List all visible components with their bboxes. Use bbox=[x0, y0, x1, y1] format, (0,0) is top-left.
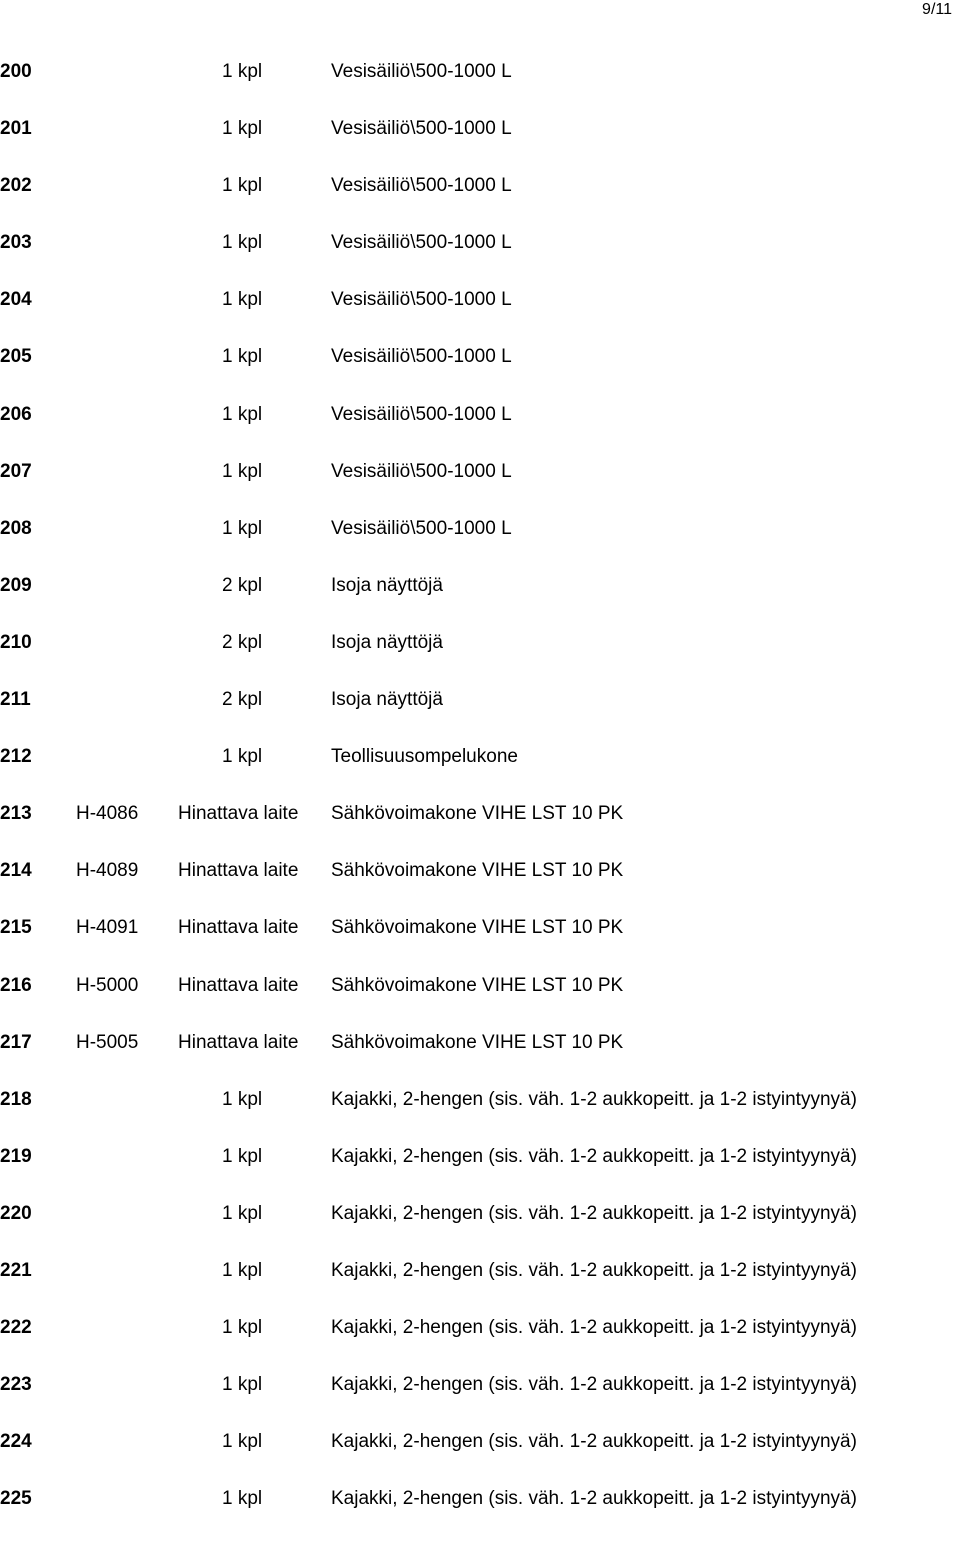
item-quantity: Hinattava laite bbox=[178, 860, 299, 882]
item-description: Vesisäiliö\500-1000 L bbox=[331, 289, 512, 311]
item-number: 200 bbox=[0, 61, 32, 82]
list-item bbox=[0, 745, 960, 802]
item-quantity: Hinattava laite bbox=[178, 974, 299, 996]
item-description: Vesisäiliö\500-1000 L bbox=[331, 346, 512, 368]
item-quantity: 1 kpl bbox=[222, 118, 263, 140]
item-quantity: 2 kpl bbox=[222, 574, 263, 596]
item-code: H-5005 bbox=[76, 1031, 139, 1053]
list-item bbox=[0, 1202, 960, 1259]
list-item bbox=[0, 1487, 960, 1544]
item-number: 217 bbox=[0, 1031, 32, 1053]
item-code: H-4089 bbox=[76, 860, 139, 882]
item-number: 207 bbox=[0, 460, 32, 482]
item-description: Sähkövoimakone VIHE LST 10 PK bbox=[331, 860, 624, 882]
list-item bbox=[0, 403, 960, 460]
item-code: H-4091 bbox=[76, 917, 139, 939]
item-description: Kajakki, 2-hengen (sis. väh. 1-2 aukkopeitt. ja 1-2 istyintyynyä) bbox=[331, 1202, 857, 1224]
list-item bbox=[0, 174, 960, 231]
item-number: 203 bbox=[0, 232, 32, 254]
item-number: 210 bbox=[0, 631, 32, 653]
item-description: Kajakki, 2-hengen (sis. väh. 1-2 aukkopeitt. ja 1-2 istyintyynyä) bbox=[331, 1431, 857, 1453]
item-quantity: 2 kpl bbox=[222, 631, 263, 653]
item-code: H-4086 bbox=[76, 803, 139, 825]
list-item bbox=[0, 574, 960, 631]
item-number: 211 bbox=[0, 689, 31, 711]
item-number: 208 bbox=[0, 517, 32, 539]
item-quantity: Hinattava laite bbox=[178, 803, 299, 825]
list-item bbox=[0, 288, 960, 345]
list-item bbox=[0, 231, 960, 288]
item-number: 204 bbox=[0, 289, 32, 311]
item-quantity: 1 kpl bbox=[222, 1488, 263, 1510]
list-item bbox=[0, 974, 960, 1031]
item-quantity: Hinattava laite bbox=[178, 917, 299, 939]
list-item bbox=[0, 1088, 960, 1145]
list-item bbox=[0, 802, 960, 859]
list-item bbox=[0, 117, 960, 174]
item-quantity: 1 kpl bbox=[222, 1259, 263, 1281]
item-quantity: 1 kpl bbox=[222, 403, 263, 425]
item-quantity: 1 kpl bbox=[222, 1431, 263, 1453]
item-description: Vesisäiliö\500-1000 L bbox=[331, 118, 512, 140]
item-number: 202 bbox=[0, 175, 32, 197]
item-quantity: 1 kpl bbox=[222, 460, 263, 482]
item-quantity: 1 kpl bbox=[222, 232, 263, 254]
item-number: 213 bbox=[0, 803, 32, 825]
list-item bbox=[0, 460, 960, 517]
item-quantity: 1 kpl bbox=[222, 289, 263, 311]
item-number: 205 bbox=[0, 346, 32, 368]
item-quantity: Hinattava laite bbox=[178, 1031, 299, 1053]
list-item bbox=[0, 517, 960, 574]
item-number: 223 bbox=[0, 1374, 32, 1396]
item-description: Vesisäiliö\500-1000 L bbox=[331, 460, 512, 482]
list-item bbox=[0, 1430, 960, 1487]
list-item bbox=[0, 688, 960, 745]
item-quantity: 1 kpl bbox=[222, 175, 263, 197]
item-description: Sähkövoimakone VIHE LST 10 PK bbox=[331, 1031, 624, 1053]
item-number: 222 bbox=[0, 1317, 32, 1339]
item-description: Kajakki, 2-hengen (sis. väh. 1-2 aukkopeitt. ja 1-2 istyintyynyä) bbox=[331, 1259, 857, 1281]
item-number: 221 bbox=[0, 1259, 32, 1281]
item-description: Vesisäiliö\500-1000 L bbox=[331, 517, 512, 539]
item-number: 219 bbox=[0, 1145, 32, 1167]
list-item bbox=[0, 1145, 960, 1202]
item-description: Isoja näyttöjä bbox=[331, 689, 443, 711]
item-description: Vesisäiliö\500-1000 L bbox=[331, 403, 512, 425]
item-quantity: 1 kpl bbox=[222, 346, 263, 368]
list-item bbox=[0, 1373, 960, 1430]
item-number: 224 bbox=[0, 1431, 32, 1453]
item-quantity: 1 kpl bbox=[222, 1145, 263, 1167]
item-description: Vesisäiliö\500-1000 L bbox=[331, 175, 512, 197]
list-item bbox=[0, 1316, 960, 1373]
item-description: Kajakki, 2-hengen (sis. väh. 1-2 aukkopeitt. ja 1-2 istyintyynyä) bbox=[331, 1488, 857, 1510]
item-number: 220 bbox=[0, 1202, 32, 1224]
item-quantity: 1 kpl bbox=[222, 1317, 263, 1339]
item-description: Sähkövoimakone VIHE LST 10 PK bbox=[331, 974, 624, 996]
item-description: Teollisuusompelukone bbox=[331, 746, 518, 768]
item-number: 225 bbox=[0, 1488, 32, 1510]
item-description: Vesisäiliö\500-1000 L bbox=[331, 232, 512, 254]
item-description: Kajakki, 2-hengen (sis. väh. 1-2 aukkopeitt. ja 1-2 istyintyynyä) bbox=[331, 1317, 857, 1339]
item-description: Isoja näyttöjä bbox=[331, 631, 443, 653]
item-description: Sähkövoimakone VIHE LST 10 PK bbox=[331, 917, 624, 939]
item-quantity: 1 kpl bbox=[222, 746, 263, 768]
item-description: Sähkövoimakone VIHE LST 10 PK bbox=[331, 803, 624, 825]
list-item bbox=[0, 1259, 960, 1316]
item-description: Kajakki, 2-hengen (sis. väh. 1-2 aukkopeitt. ja 1-2 istyintyynyä) bbox=[331, 1374, 857, 1396]
item-number: 209 bbox=[0, 574, 32, 596]
list-item bbox=[0, 916, 960, 973]
list-item bbox=[0, 1031, 960, 1088]
item-quantity: 1 kpl bbox=[222, 61, 263, 82]
page-number: 9/11 bbox=[922, 1, 952, 18]
item-number: 212 bbox=[0, 746, 32, 768]
item-description: Isoja näyttöjä bbox=[331, 574, 443, 596]
item-code: H-5000 bbox=[76, 974, 139, 996]
item-number: 216 bbox=[0, 974, 32, 996]
item-quantity: 1 kpl bbox=[222, 1088, 263, 1110]
list-item bbox=[0, 345, 960, 402]
item-quantity: 1 kpl bbox=[222, 517, 263, 539]
list-item bbox=[0, 60, 960, 117]
item-description: Kajakki, 2-hengen (sis. väh. 1-2 aukkopeitt. ja 1-2 istyintyynyä) bbox=[331, 1088, 857, 1110]
list-item bbox=[0, 859, 960, 916]
item-number: 201 bbox=[0, 118, 32, 140]
item-number: 215 bbox=[0, 917, 32, 939]
list-item bbox=[0, 631, 960, 688]
item-number: 206 bbox=[0, 403, 32, 425]
item-description: Kajakki, 2-hengen (sis. väh. 1-2 aukkopeitt. ja 1-2 istyintyynyä) bbox=[331, 1145, 857, 1167]
item-number: 218 bbox=[0, 1088, 32, 1110]
item-quantity: 1 kpl bbox=[222, 1202, 263, 1224]
item-quantity: 2 kpl bbox=[222, 689, 263, 711]
item-list bbox=[0, 60, 960, 1544]
item-quantity: 1 kpl bbox=[222, 1374, 263, 1396]
item-number: 214 bbox=[0, 860, 32, 882]
item-description: Vesisäiliö\500-1000 L bbox=[331, 61, 512, 82]
